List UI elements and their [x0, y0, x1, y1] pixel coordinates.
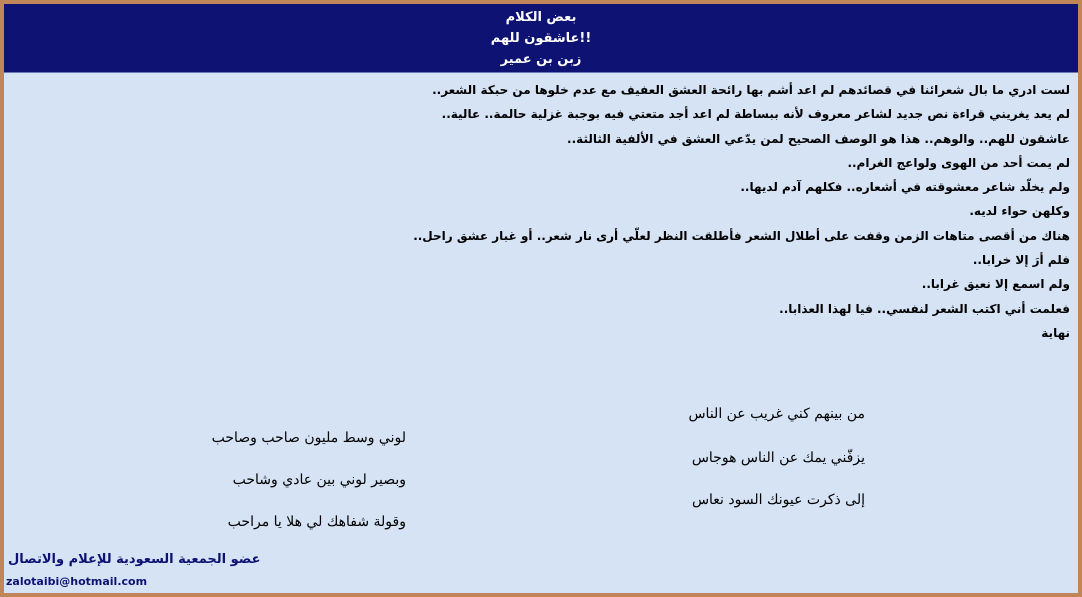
paragraph: لم يمت أحد من الهوى ولواعج الغرام..	[847, 155, 1070, 170]
article-title: عاشقون للهم!!	[490, 31, 592, 46]
paragraph-ending: نهاية	[1041, 325, 1070, 340]
paragraph: ولم يخلّد شاعر معشوقته في أشعاره.. فكلهم آدم لديها..	[740, 180, 1070, 195]
paragraph: وكلهن حواء لديه.	[969, 204, 1070, 219]
article-page	[4, 4, 1078, 593]
poem-verse: من بينهم كني غريب عن الناس	[688, 406, 865, 422]
section-title: بعض الكلام	[505, 10, 577, 25]
author-name: زبن بن عمير	[500, 52, 582, 67]
article-body	[20, 78, 1070, 345]
poem-verse: لوني وسط مليون صاحب وصاحب	[211, 430, 406, 446]
paragraph: فلم أرَ إلا خرابا..	[972, 253, 1070, 268]
poem-verse: يزفّني يمك عن الناس هوجاس	[691, 450, 865, 466]
paragraph: لم يعد يغريني قراءة نص جديد لشاعر معروف لأنه ببساطة لم اعد أجد متعتي فيه بوجبة غزلية حالمة.. عالية..	[441, 107, 1070, 122]
poem-verse: وبصير لوني بين عادي وشاحب	[232, 472, 406, 488]
paragraph: فعلمت أني اكتب الشعر لنفسي.. فيا لهذا العذابا..	[779, 301, 1070, 316]
paragraph: عاشقون للهم.. والوهم.. هذا هو الوصف الصحيح لمن يدّعي العشق في الألفية الثالثة..	[567, 131, 1070, 146]
author-membership: عضو الجمعية السعودية للإعلام والاتصال	[8, 552, 261, 567]
paragraph: ولم اسمع إلا نعيق غرابا..	[921, 277, 1070, 292]
article-header	[4, 4, 1078, 73]
author-email[interactable]: zalotaibi@hotmail.com	[6, 575, 148, 588]
poem-verse: وقولة شفاهك لي هلا يا مراحب	[227, 514, 406, 530]
paragraph: لست ادري ما بال شعرائنا في قصائدهم لم اعد أشم بها رائحة العشق العفيف مع عدم خلوها من حبكة الشعر..	[432, 83, 1070, 97]
paragraph: هناك من أقصى متاهات الزمن وقفت على أطلال الشعر فأطلقت النظر لعلّي أرى نار شعر.. أو غبار عشق راحل..	[413, 228, 1070, 243]
poem-verse: إلى ذكرت عيونك السود نعاس	[691, 492, 865, 508]
